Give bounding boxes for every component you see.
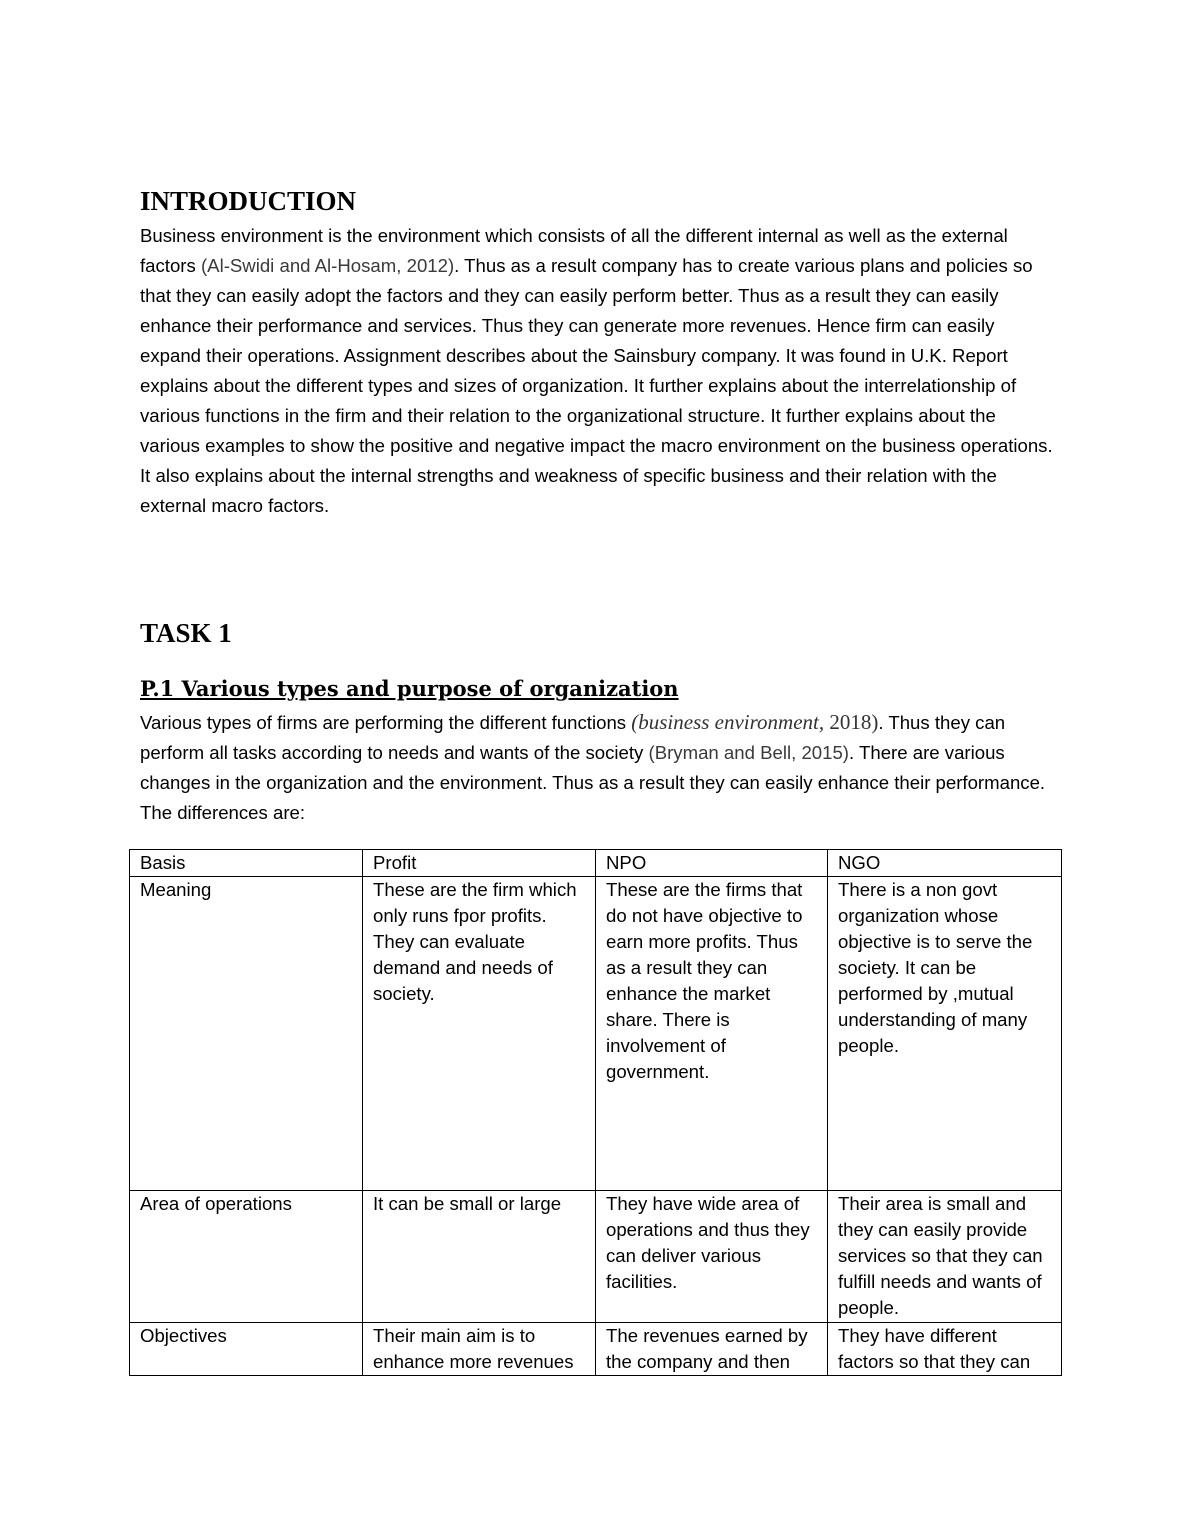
organization-comparison-table bbox=[129, 849, 1062, 1376]
header-profit: Profit bbox=[363, 850, 596, 877]
p1-text-part2: . Thus they can perform all tasks according to needs and wants of the society bbox=[140, 712, 1006, 763]
cell-profit: It can be small or large bbox=[363, 1191, 596, 1323]
intro-citation: (Al-Swidi and Al-Hosam, 2012) bbox=[200, 255, 455, 276]
cell-ngo: They have different factors so that they can bbox=[828, 1323, 1062, 1376]
intro-text-part2: . Thus as a result company has to create various plans and policies so that they can easily adopt the factors and they can easily perform better. Thus as a result they can easily enhance their performance and services. Thus they can generate more revenues. Hence firm can easily expand their operations. Assignment describes about the Sainsbury company. It was found in U.K. Report explains about the different types and sizes of organization. It further explains about the interrelationship of various functions in the firm and their relation to the organizational structure. It further explains about the various examples to show the positive and negative impact the macro environment on the business operations. It also explains about the internal strengths and weakness of specific business and their relation with the external macro factors. bbox=[140, 255, 1053, 516]
p1-citation-year: 2018) bbox=[824, 710, 879, 734]
cell-basis: Area of operations bbox=[130, 1191, 363, 1323]
cell-profit: Their main aim is to enhance more revenues bbox=[363, 1323, 596, 1376]
table-header-row bbox=[130, 850, 1062, 877]
intro-text-part1: Business environment is the environment which consists of all the different internal as well as the external factors bbox=[140, 225, 1008, 276]
header-ngo: NGO bbox=[828, 850, 1062, 877]
cell-basis: Meaning bbox=[130, 877, 363, 1191]
p1-text-part1: Various types of firms are performing the different functions bbox=[140, 712, 632, 733]
cell-npo: The revenues earned by the company and then bbox=[596, 1323, 828, 1376]
p1-paragraph bbox=[140, 707, 1060, 828]
task1-heading: TASK 1 bbox=[140, 618, 232, 648]
header-basis: Basis bbox=[130, 850, 363, 877]
cell-npo: They have wide area of operations and thus they can deliver various facilities. bbox=[596, 1191, 828, 1323]
introduction-heading: INTRODUCTION bbox=[140, 186, 357, 216]
cell-basis: Objectives bbox=[130, 1323, 363, 1376]
p1-citation-bryman: (Bryman and Bell, 2015) bbox=[648, 742, 850, 763]
cell-profit: These are the firm which only runs fpor profits. They can evaluate demand and needs of society. bbox=[363, 877, 596, 1191]
cell-ngo: Their area is small and they can easily provide services so that they can fulfill needs and wants of people. bbox=[828, 1191, 1062, 1323]
cell-npo: These are the firms that do not have objective to earn more profits. Thus as a result they can enhance the market share. There is involvement of government. bbox=[596, 877, 828, 1191]
cell-ngo: There is a non govt organization whose objective is to serve the society. It can be performed by ,mutual understanding of many people. bbox=[828, 877, 1062, 1191]
table-row-area-of-operations bbox=[130, 1191, 1062, 1323]
p1-citation-name: (business environment, bbox=[631, 710, 825, 734]
table-row-objectives bbox=[130, 1323, 1062, 1376]
p1-citation-business-env bbox=[631, 710, 878, 734]
header-npo: NPO bbox=[596, 850, 828, 877]
introduction-paragraph bbox=[140, 221, 1060, 521]
table-row-meaning bbox=[130, 877, 1062, 1191]
p1-text-part3: . There are various changes in the organization and the environment. Thus as a result they can easily enhance their performance. The differences are: bbox=[140, 742, 1046, 823]
p1-subheading: P.1 Various types and purpose of organization bbox=[140, 676, 679, 701]
